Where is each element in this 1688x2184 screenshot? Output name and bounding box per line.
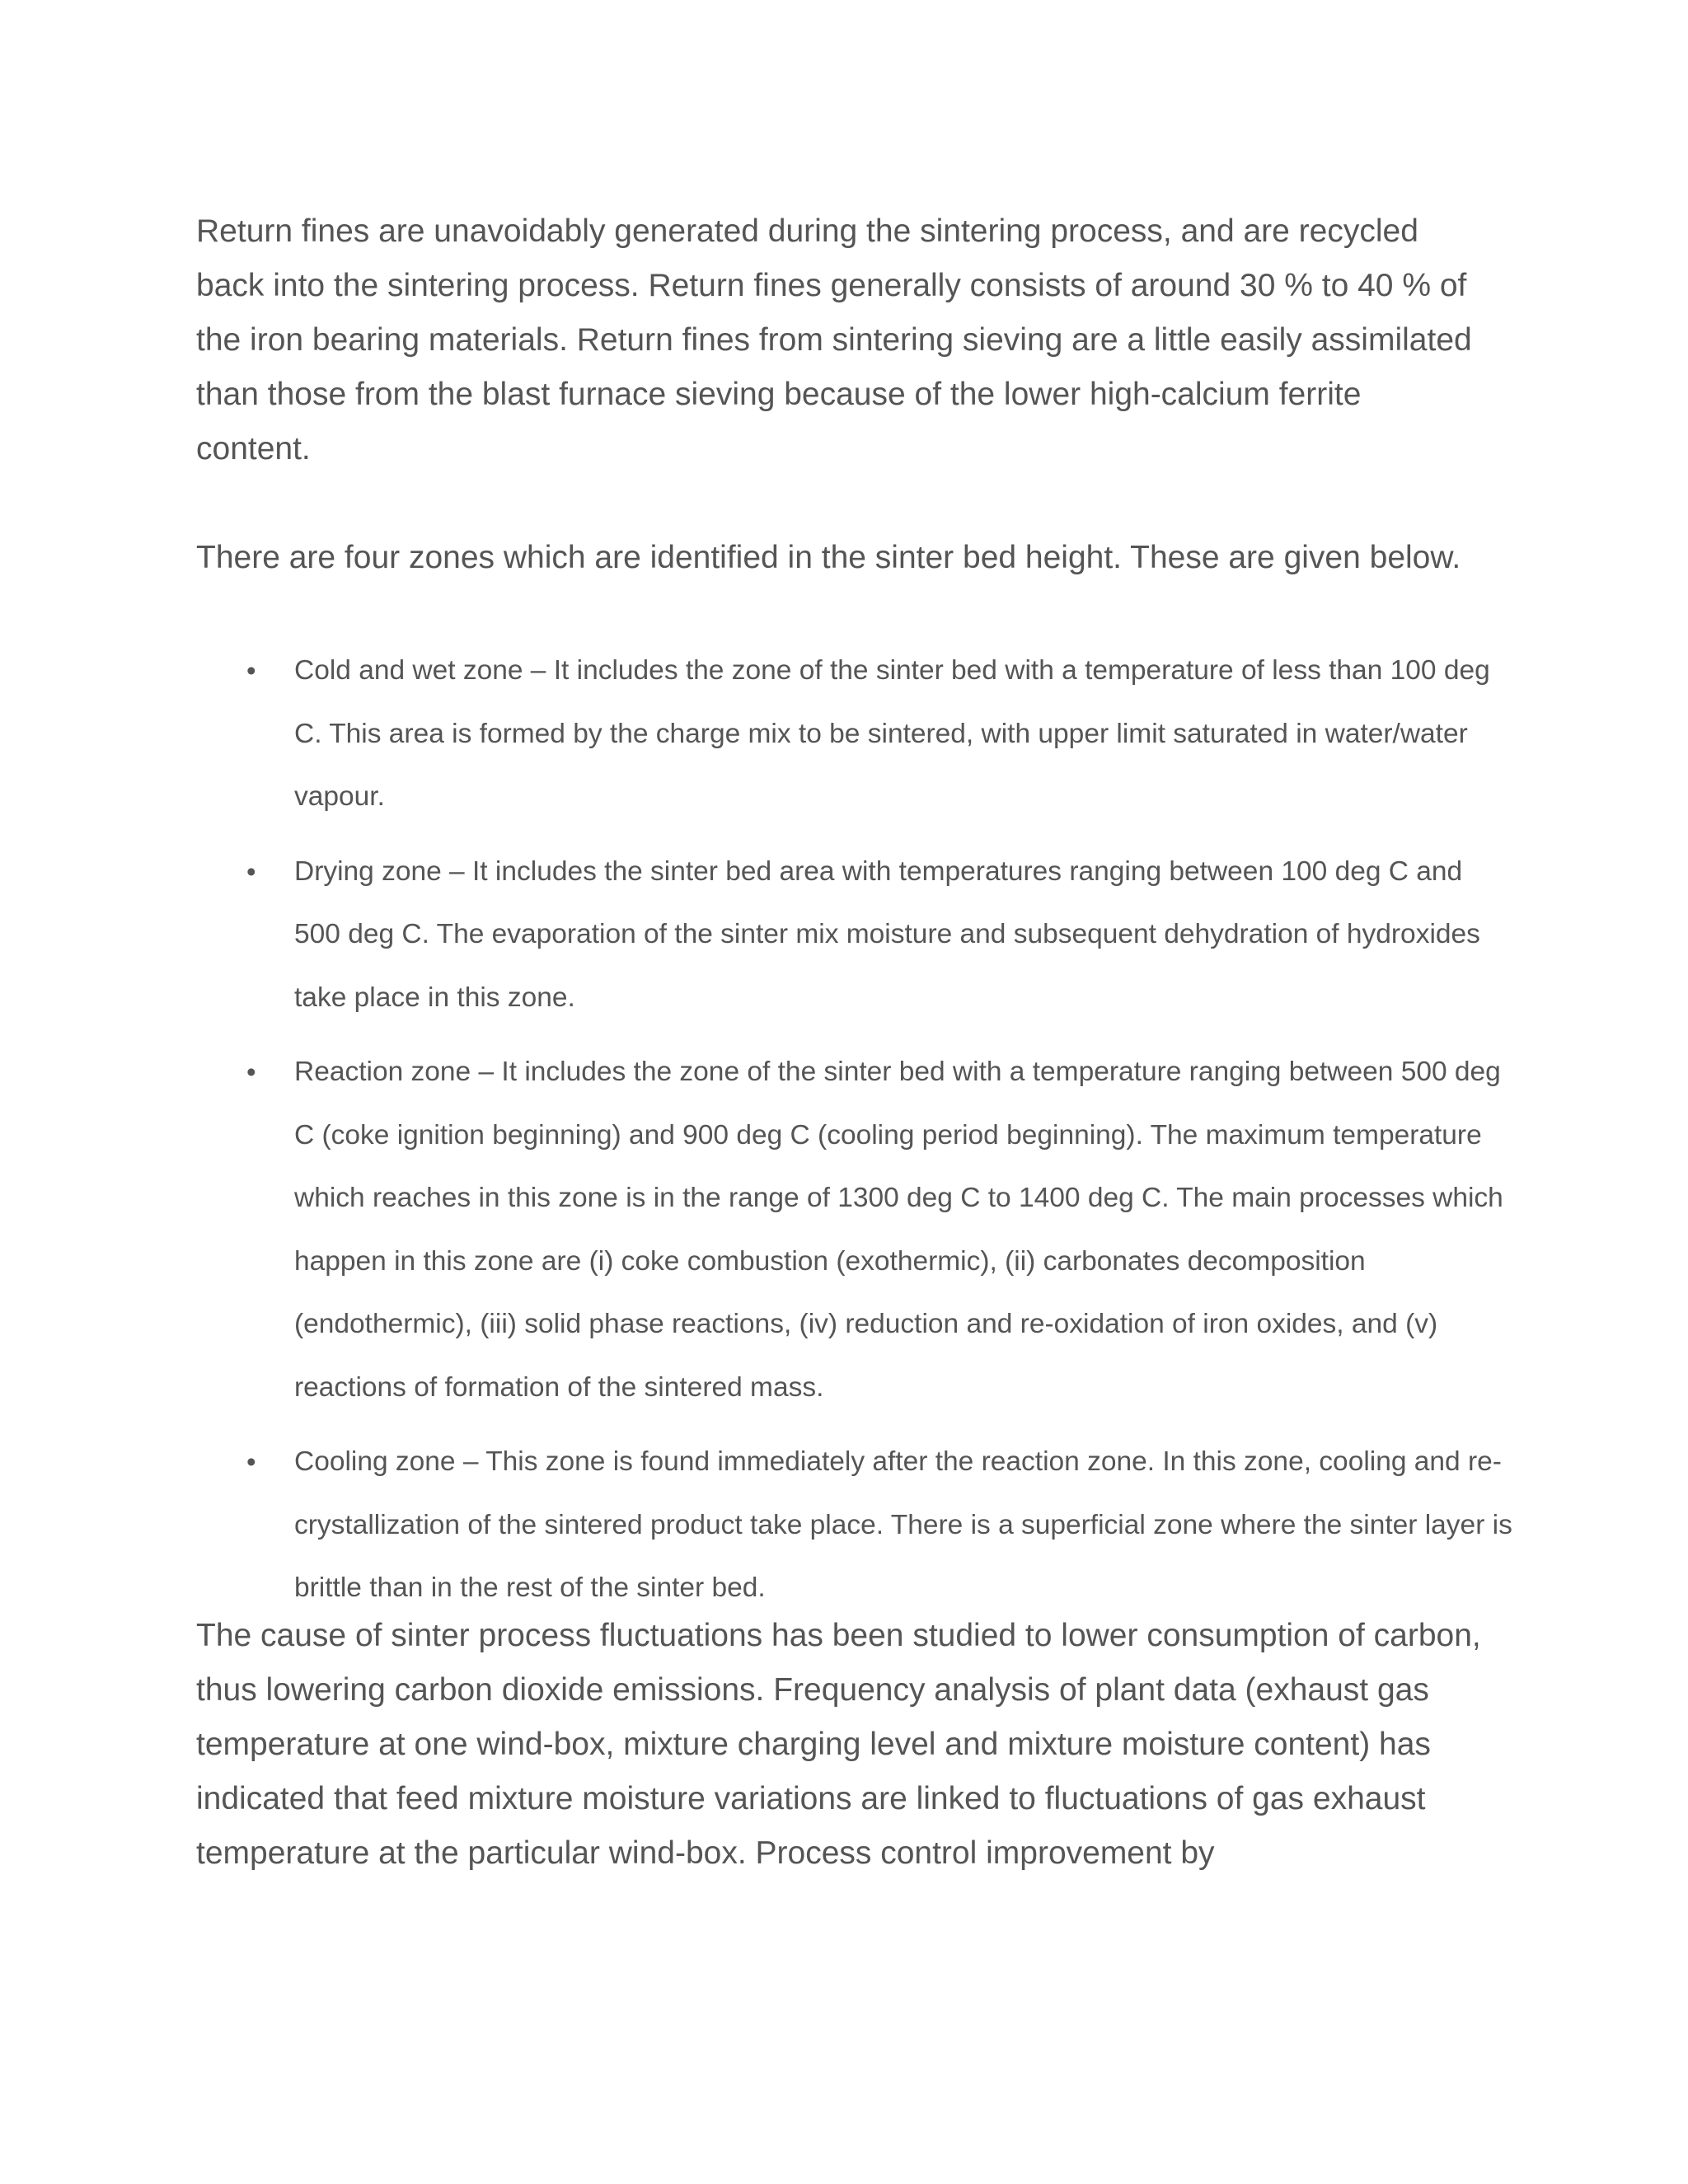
bullet-icon: • bbox=[246, 1446, 256, 1477]
list-item-text: Cold and wet zone – It includes the zone of the sinter bed with a temperature of less than 100 deg C. This area is formed by the charge mix to be sintered, with upper limit saturated in water/water vapour. bbox=[294, 655, 1490, 812]
document-page bbox=[196, 204, 1512, 1881]
zones-bullet-list bbox=[196, 640, 1512, 1620]
bullet-icon: • bbox=[246, 655, 256, 686]
bullet-icon: • bbox=[246, 1057, 256, 1087]
paragraph-process-fluctuations: The cause of sinter process fluctuations has been studied to lower consumption of carbon, thus lowering carbon dioxide emissions. Frequency analysis of plant data (exhaust gas temperature at one wind-box, mixture charging level and mixture moisture content) has indicated that feed mixture moisture variations are linked to fluctuations of gas exhaust temperature at the particular wind-box. Process control improvement by bbox=[196, 1617, 1481, 1871]
list-item-cold-wet-zone bbox=[196, 640, 1514, 829]
bullet-icon: • bbox=[246, 855, 256, 887]
list-item-cooling-zone bbox=[196, 1431, 1514, 1620]
list-item-text: Reaction zone – It includes the zone of the sinter bed with a temperature ranging between 500 deg C (coke ignition beginning) and 900 deg C (cooling period beginning). The maximum temperature which reaches in this zone is in the range of 1300 deg C to 1400 deg C. The main processes which happen in this zone are (i) coke combustion (exothermic), (ii) carbonates decomposition (endothermic), (iii) solid phase reactions, (iv) reduction and re-oxidation of iron oxides, and (v) reactions of formation of the sintered mass. bbox=[294, 1057, 1503, 1403]
paragraph-return-fines: Return fines are unavoidably generated during the sintering process, and are recycled back into the sintering process. Return fines generally consists of around 30 % to 40 % of the iron bearing materials. Return fines from sintering sieving are a little easily assimilated than those from the blast furnace sieving because of the lower high-calcium ferrite content. bbox=[196, 213, 1472, 466]
list-item-drying-zone bbox=[196, 841, 1514, 1030]
list-item-reaction-zone bbox=[196, 1041, 1514, 1419]
list-item-text: Cooling zone – This zone is found immediately after the reaction zone. In this zone, cooling and re-crystallization of the sintered product take place. There is a superficial zone where the sinter layer is brittle than in the rest of the sinter bed. bbox=[294, 1446, 1512, 1603]
list-item-text: Drying zone – It includes the sinter bed area with temperatures ranging between 100 deg C and 500 deg C. The evaporation of the sinter mix moisture and subsequent dehydration of hydroxides take place in this zone. bbox=[294, 855, 1480, 1013]
paragraph-zones-intro: There are four zones which are identified in the sinter bed height. These are given below. bbox=[196, 540, 1461, 575]
